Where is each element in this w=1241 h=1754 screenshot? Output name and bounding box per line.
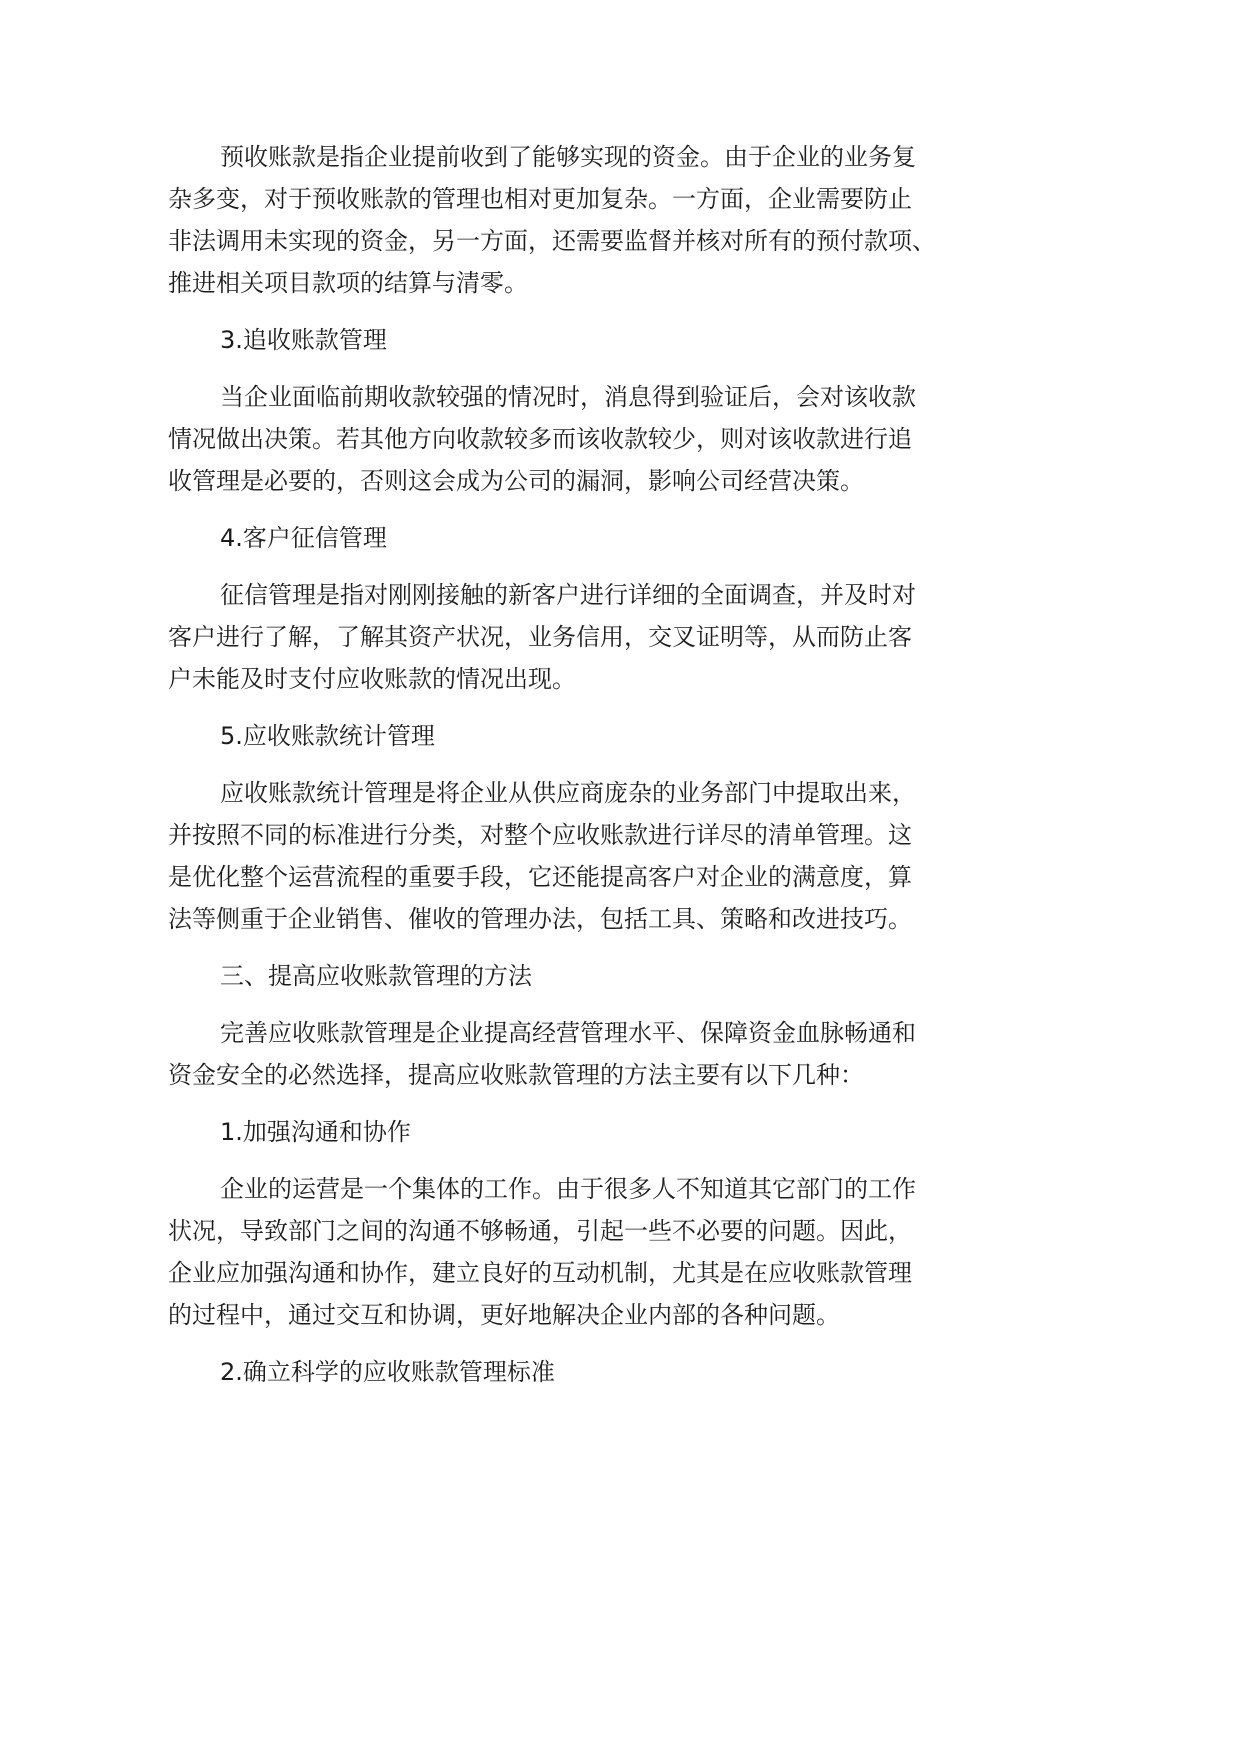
paragraph-statistics-management: [168, 772, 1068, 940]
paragraph-line: 客户进行了解，了解其资产状况，业务信用，交叉证明等，从而防止客: [168, 623, 912, 651]
paragraph-line: 户未能及时支付应收账款的情况出现。: [168, 665, 576, 693]
paragraph-line: 收管理是必要的，否则这会成为公司的漏洞，影响公司经营决策。: [168, 467, 864, 495]
paragraph-line: 完善应收账款管理是企业提高经营管理水平、保障资金血脉畅通和: [220, 1019, 916, 1047]
paragraph-line: 企业的运营是一个集体的工作。由于很多人不知道其它部门的工作: [220, 1175, 916, 1203]
paragraph-line: 是优化整个运营流程的重要手段，它还能提高客户对企业的满意度，算: [168, 863, 912, 891]
paragraph-line: 企业应加强沟通和协作，建立良好的互动机制，尤其是在应收账款管理: [168, 1259, 912, 1287]
heading-text: 5.应收账款统计管理: [220, 722, 435, 750]
paragraph-line: 情况做出决策。若其他方向收款较多而该收款较少，则对该收款进行追: [168, 425, 912, 453]
paragraph-line: 当企业面临前期收款较强的情况时，消息得到验证后，会对该收款: [220, 383, 916, 411]
paragraph-line: 推进相关项目款项的结算与清零。: [168, 269, 528, 297]
paragraph-line: 状况，导致部门之间的沟通不够畅通，引起一些不必要的问题。因此，: [168, 1217, 912, 1245]
heading-text: 三、提高应收账款管理的方法: [220, 962, 532, 990]
paragraph-line: 非法调用未实现的资金，另一方面，还需要监督并核对所有的预付款项、: [168, 227, 936, 255]
section-heading-collection-management: [168, 319, 1068, 361]
paragraph-line: 征信管理是指对刚刚接触的新客户进行详细的全面调查，并及时对: [220, 581, 916, 609]
section-heading-standards: [168, 1351, 1068, 1393]
paragraph-line: 法等侧重于企业销售、催收的管理办法，包括工具、策略和改进技巧。: [168, 905, 912, 933]
section-heading-credit-management: [168, 517, 1068, 559]
paragraph-collection-management: [168, 376, 1068, 502]
paragraph-line: 的过程中，通过交互和协调，更好地解决企业内部的各种问题。: [168, 1301, 840, 1329]
heading-text: 3.追收账款管理: [220, 326, 387, 354]
heading-text: 2.确立科学的应收账款管理标准: [220, 1358, 555, 1386]
heading-text: 1.加强沟通和协作: [220, 1118, 411, 1146]
chapter-heading-improvement-methods: [168, 955, 1068, 997]
heading-text: 4.客户征信管理: [220, 524, 387, 552]
paragraph-line: 并按照不同的标准进行分类，对整个应收账款进行详尽的清单管理。这: [168, 821, 912, 849]
paragraph-line: 资金安全的必然选择，提高应收账款管理的方法主要有以下几种：: [168, 1061, 864, 1089]
paragraph-communication: [168, 1168, 1068, 1336]
paragraph-credit-management: [168, 574, 1068, 700]
paragraph-line: 预收账款是指企业提前收到了能够实现的资金。由于企业的业务复: [220, 143, 916, 171]
section-heading-communication: [168, 1111, 1068, 1153]
paragraph-improvement-intro: [168, 1012, 1068, 1096]
paragraph-line: 应收账款统计管理是将企业从供应商庞杂的业务部门中提取出来，: [220, 779, 916, 807]
document-page: [168, 136, 1068, 1408]
paragraph-advance-receipts: [168, 136, 1068, 304]
paragraph-line: 杂多变，对于预收账款的管理也相对更加复杂。一方面，企业需要防止: [168, 185, 912, 213]
section-heading-statistics-management: [168, 715, 1068, 757]
